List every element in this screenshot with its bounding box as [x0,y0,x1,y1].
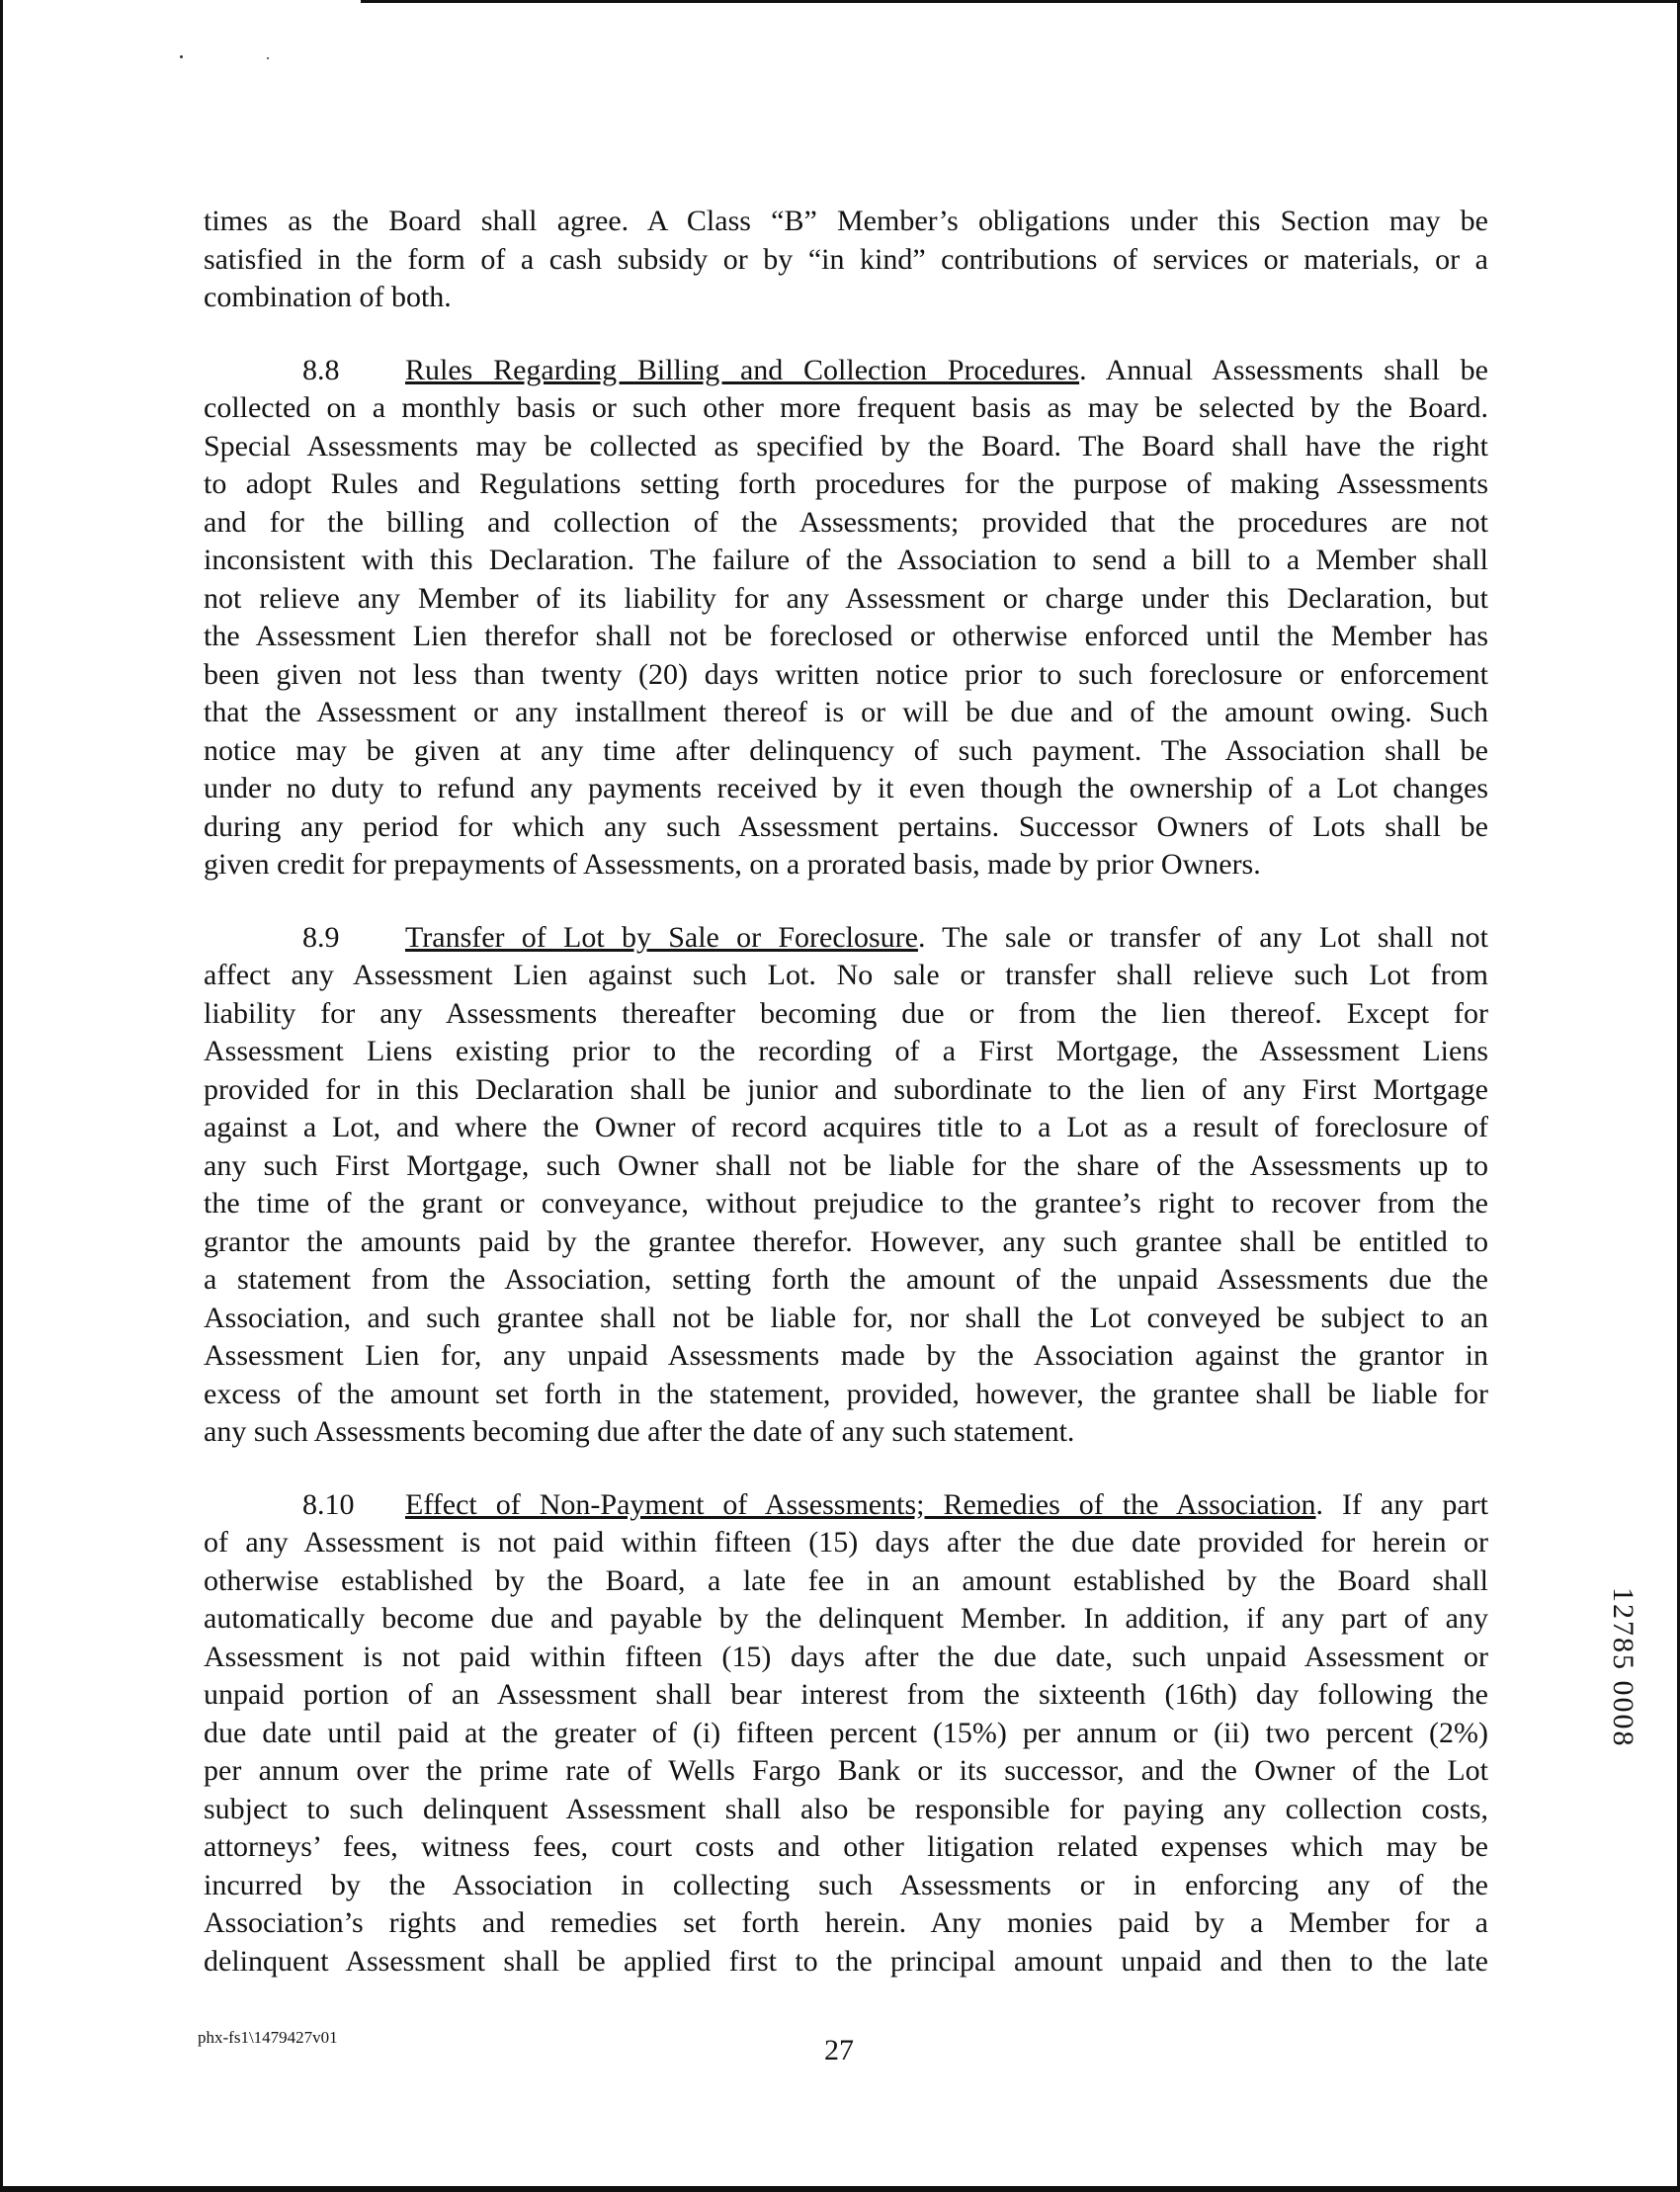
text-line: notice may be given at any time after delinquency of such payment. The Association shall be [204,733,1488,767]
text-line: satisfied in the form of a cash subsidy or by “in kind” contributions of services or materials, or a [204,242,1488,276]
text-line: inconsistent with this Declaration. The failure of the Association to send a bill to a Member shall [204,544,1488,576]
section-heading: Transfer of Lot by Sale or Foreclosure [405,920,918,954]
section-8-10 [204,1486,1488,1981]
page-number: 27 [824,2034,854,2066]
text-line: a statement from the Association, setting forth the amount of the unpaid Assessments due the [204,1263,1488,1296]
text-line: collected on a monthly basis or such other more frequent basis as may be selected by the Board. [204,391,1488,424]
section-first-line-text: . If any part [1315,1487,1489,1521]
text-line: Association, and such grantee shall not be liable for, nor shall the Lot conveyed be subject to an [204,1301,1488,1334]
section-heading: Rules Regarding Billing and Collection Procedures [405,353,1080,386]
margin-recording-stamp [1608,1587,1647,1854]
frame-top-border [361,0,1680,3]
text-line: Assessment Liens existing prior to the recording of a First Mortgage, the Assessment Liens [204,1035,1488,1067]
text-line: affect any Assessment Lien against such Lot. No sale or transfer shall relieve such Lot from [204,959,1488,991]
section-number: 8.9 [302,920,340,954]
scan-speck [180,55,183,58]
text-line: under no duty to refund any payments received by it even though the ownership of a Lot changes [204,772,1488,804]
frame-left-border [0,0,3,2192]
section-heading: Effect of Non-Payment of Assessments; Remedies of the Association [405,1487,1316,1521]
section-number: 8.10 [302,1487,355,1521]
text-line: excess of the amount set forth in the statement, provided, however, the grantee shall be liable for [204,1377,1488,1410]
text-line: subject to such delinquent Assessment shall also be responsible for paying any collection costs, [204,1792,1488,1825]
text-line: automatically become due and payable by the delinquent Member. In addition, if any part of any [204,1602,1488,1635]
text-line: given credit for prepayments of Assessments, on a prorated basis, made by prior Owners. [204,848,1261,881]
text-line: otherwise established by the Board, a late fee in an amount established by the Board shall [204,1563,1488,1597]
text-line: any such Assessments becoming due after the date of any such statement. [204,1415,1075,1448]
scan-speck [267,57,269,59]
document-body [204,203,1488,2015]
paragraph-continuation [204,203,1488,317]
text-line: during any period for which any such Assessment pertains. Successor Owners of Lots shall be [204,809,1488,843]
text-line: attorneys’ fees, witness fees, court costs and other litigation related expenses which may be [204,1830,1488,1863]
text-line: against a Lot, and where the Owner of record acquires title to a Lot as a result of foreclosure of [204,1111,1488,1143]
section-number: 8.8 [302,353,340,386]
section-first-line [204,1486,1488,1525]
text-line: any such First Mortgage, such Owner shall not be liable for the share of the Assessments up to [204,1148,1488,1182]
frame-bottom-border [0,2186,1680,2192]
text-line: incurred by the Association in collecting such Assessments or in enforcing any of the [204,1868,1488,1901]
text-line: Assessment Lien for, any unpaid Assessments made by the Association against the grantor in [204,1339,1488,1372]
section-first-line [204,919,1488,958]
text-line: per annum over the prime rate of Wells Fargo Bank or its successor, and the Owner of the Lot [204,1754,1488,1787]
section-8-9 [204,919,1488,1452]
text-line: to adopt Rules and Regulations setting forth procedures for the purpose of making Assessments [204,467,1488,500]
section-first-line-text: . The sale or transfer of any Lot shall not [917,920,1488,954]
text-line: of any Assessment is not paid within fifteen (15) days after the due date provided for herein or [204,1526,1488,1559]
section-8-8 [204,352,1488,885]
text-line: and for the billing and collection of the Assessments; provided that the procedures are not [204,505,1488,539]
text-line: due date until paid at the greater of (i) fifteen percent (15%) per annum or (ii) two percent (2%) [204,1716,1488,1749]
text-line: not relieve any Member of its liability for any Assessment or charge under this Declaration, but [204,581,1488,615]
text-line: liability for any Assessments thereafter becoming due or from the lien thereof. Except for [204,996,1488,1030]
text-line: Assessment is not paid within fifteen (15) days after the due date, such unpaid Assessment or [204,1640,1488,1673]
text-line: combination of both. [204,281,452,313]
text-line: the time of the grant or conveyance, without prejudice to the grantee’s right to recover from the [204,1187,1488,1220]
text-line: unpaid portion of an Assessment shall bear interest from the sixteenth (16th) day following the [204,1678,1488,1711]
footer-document-id: phx-fs1\1479427v01 [198,2028,338,2047]
text-line: been given not less than twenty (20) days written notice prior to such foreclosure or enforcement [204,657,1488,691]
text-line: times as the Board shall agree. A Class “B” Member’s obligations under this Section may be [204,205,1488,237]
text-line: Special Assessments may be collected as specified by the Board. The Board shall have the right [204,429,1488,463]
text-line: that the Assessment or any installment thereof is or will be due and of the amount owing. Such [204,696,1488,728]
text-line: provided for in this Declaration shall be junior and subordinate to the lien of any First Mortgage [204,1072,1488,1106]
text-line: Association’s rights and remedies set forth herein. Any monies paid by a Member for a [204,1906,1488,1939]
text-line: grantor the amounts paid by the grantee therefor. However, any such grantee shall be entitled to [204,1224,1488,1258]
section-first-line-text: . Annual Assessments shall be [1079,353,1488,386]
text-line: the Assessment Lien therefor shall not be foreclosed or otherwise enforced until the Member has [204,620,1488,652]
margin-stamp-text: 12785 0008 [1607,1587,1639,1748]
section-first-line [204,352,1488,390]
text-line: delinquent Assessment shall be applied first to the principal amount unpaid and then to the late [204,1944,1488,1978]
